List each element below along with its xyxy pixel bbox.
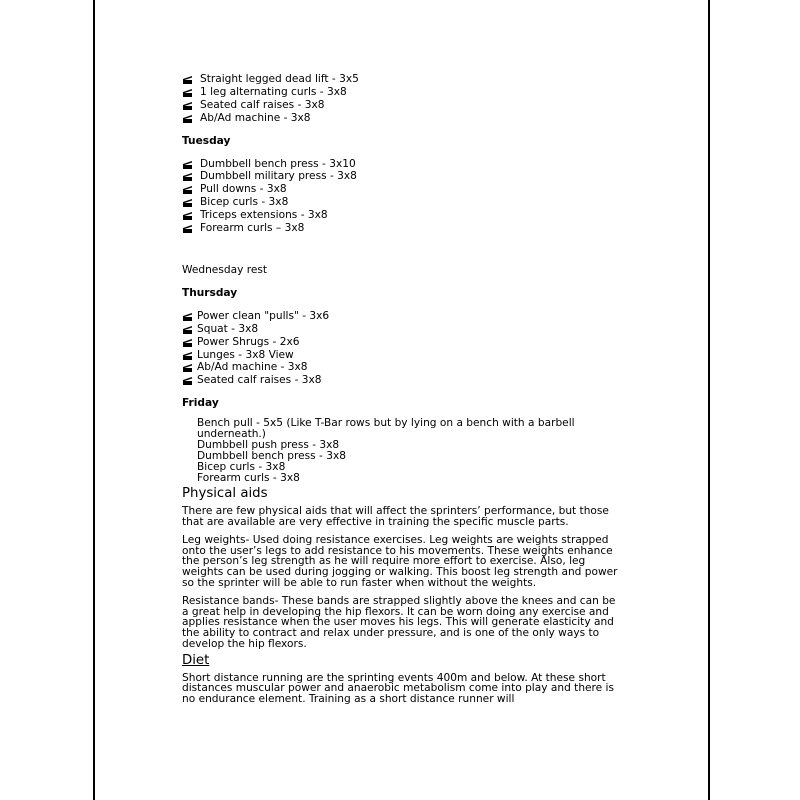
paragraph: There are few physical aids that will affect the sprinters’ performance, but those that are available are very effective in training the specific muscle parts. — [182, 505, 609, 528]
clapperboard-bullet-icon — [183, 363, 193, 372]
list-item: Squat - 3x8 — [182, 323, 622, 336]
list-item: Seated calf raises - 3x8 — [182, 374, 622, 387]
clapperboard-bullet-icon — [183, 75, 193, 84]
thursday-exercise-list — [182, 310, 622, 387]
list-item: 1 leg alternating curls - 3x8 — [182, 86, 622, 99]
list-item: Forearm curls - 3x8 — [197, 472, 300, 485]
tuesday-exercise-list — [182, 158, 622, 235]
clapperboard-bullet-icon — [183, 101, 193, 110]
clapperboard-bullet-icon — [183, 325, 193, 334]
thursday-heading: Thursday — [182, 286, 238, 299]
list-item: Power clean "pulls" - 3x6 — [182, 310, 622, 323]
clapperboard-bullet-icon — [183, 185, 193, 194]
list-item: Power Shrugs - 2x6 — [182, 336, 622, 349]
clapperboard-bullet-icon — [183, 338, 193, 347]
list-item: Dumbbell bench press - 3x8 — [197, 450, 346, 463]
clapperboard-bullet-icon — [183, 88, 193, 97]
list-item: Dumbbell push press - 3x8 — [197, 439, 340, 452]
clapperboard-bullet-icon — [183, 114, 193, 123]
clapperboard-bullet-icon — [183, 172, 193, 181]
list-item: Bicep curls - 3x8 — [197, 461, 286, 474]
diet-heading: Diet — [182, 652, 210, 668]
list-item: Dumbbell military press - 3x8 — [182, 170, 622, 183]
physical-aids-heading: Physical aids — [182, 486, 268, 502]
clapperboard-bullet-icon — [183, 224, 193, 233]
list-item: Straight legged dead lift - 3x5 — [182, 73, 622, 86]
clapperboard-bullet-icon — [183, 160, 193, 169]
clapperboard-bullet-icon — [183, 198, 193, 207]
paragraph: Leg weights- Used doing resistance exercises. Leg weights are weights strapped onto the user’s legs to add resistance to his movements. These weights enhance the person’s leg strength as he will require more effort to exercise. Also, leg weights can be used during jogging or walking. This boost leg strength and power so the sprinter will be able to run faster when without the weights. — [182, 533, 618, 589]
list-item: Forearm curls – 3x8 — [182, 222, 622, 235]
list-item: Lunges - 3x8 View — [182, 349, 622, 362]
list-item: Triceps extensions - 3x8 — [182, 209, 622, 222]
clapperboard-bullet-icon — [183, 376, 193, 385]
paragraph: Resistance bands- These bands are strapped slightly above the knees and can be a great help in developing the hip flexors. It can be worn doing any exercise and applies resistance when the user moves his legs. This will generate elasticity and the ability to contract and relax under pressure, and is one of the only ways to develop the hip flexors. — [182, 594, 616, 650]
list-item: Ab/Ad machine - 3x8 — [182, 112, 622, 125]
list-item: Dumbbell bench press - 3x10 — [182, 158, 622, 171]
wednesday-rest: Wednesday rest — [182, 263, 268, 276]
tuesday-heading: Tuesday — [182, 134, 231, 147]
friday-exercise-list — [197, 418, 622, 484]
list-item: Ab/Ad machine - 3x8 — [182, 361, 622, 374]
monday-exercise-list — [182, 73, 622, 125]
list-item: Bench pull - 5x5 (Like T-Bar rows but by lying on a bench with a barbell underneath.) — [197, 417, 575, 441]
clapperboard-bullet-icon — [183, 211, 193, 220]
clapperboard-bullet-icon — [183, 312, 193, 321]
paragraph: Short distance running are the sprinting events 400m and below. At these short distances muscular power and anaerobic metabolism come into play and there is no endurance element. Training as a short distance runner will — [182, 671, 615, 706]
friday-heading: Friday — [182, 397, 219, 410]
list-item: Seated calf raises - 3x8 — [182, 99, 622, 112]
clapperboard-bullet-icon — [183, 351, 193, 360]
document-content — [182, 73, 622, 712]
list-item: Pull downs - 3x8 — [182, 183, 622, 196]
list-item: Bicep curls - 3x8 — [182, 196, 622, 209]
